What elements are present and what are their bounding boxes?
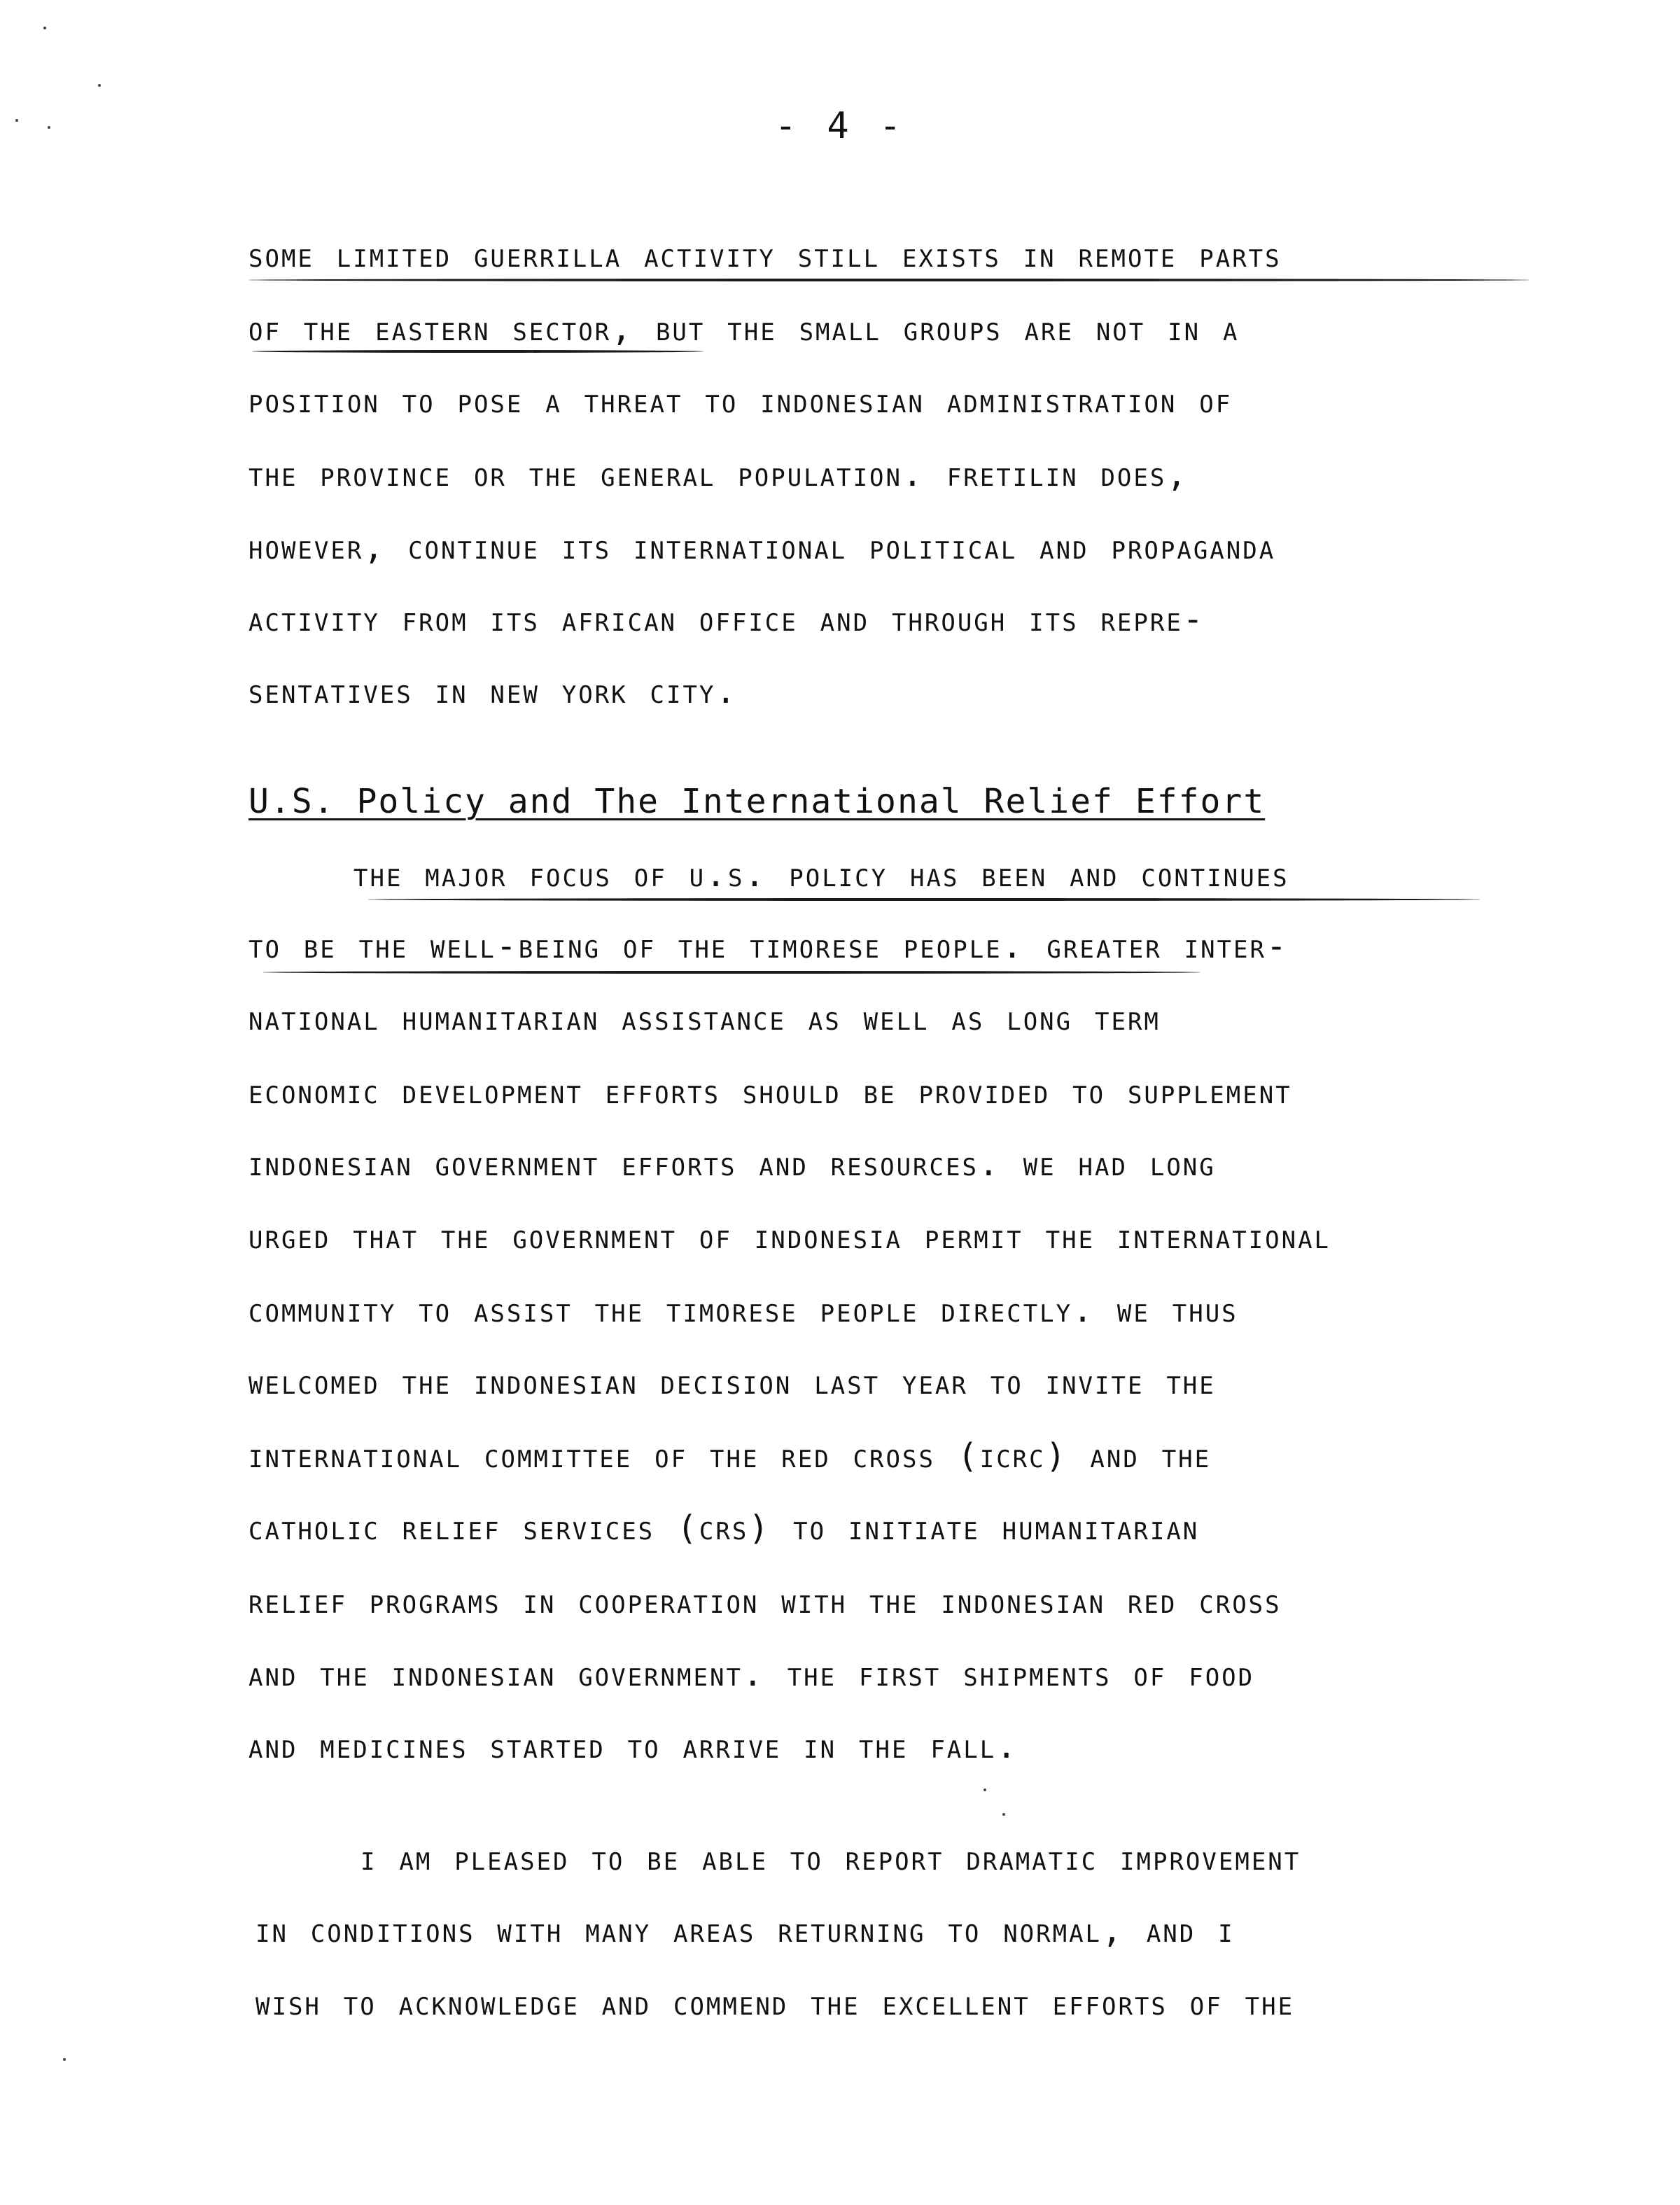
text-line: economic development efforts should be provided to supplement bbox=[248, 1072, 1292, 1112]
text-line: to be the well-being of the timorese people. greater inter- bbox=[248, 927, 1289, 966]
text-line: urged that the government of indonesia permit the international bbox=[248, 1217, 1331, 1256]
section-heading-text: U.S. Policy and The International Relief Effort bbox=[248, 782, 1266, 821]
scan-speck bbox=[48, 126, 50, 129]
text-line: the province or the general population. fretilin does, bbox=[248, 455, 1189, 494]
text-line: activity from its african office and through its repre- bbox=[248, 600, 1205, 639]
text-line: community to assist the timorese people directly. we thus bbox=[248, 1291, 1238, 1330]
section-heading bbox=[248, 780, 1265, 822]
text-line: relief programs in cooperation with the indonesian red cross bbox=[248, 1582, 1282, 1621]
text-line: national humanitarian assistance as well as long term bbox=[248, 999, 1161, 1038]
text-line: international committee of the red cross (icrc) and the bbox=[248, 1436, 1212, 1476]
page-number: - 4 - bbox=[774, 105, 906, 147]
text-line: wish to acknowledge and commend the excellent efforts of the bbox=[255, 1984, 1295, 2023]
handwritten-underline bbox=[262, 971, 1200, 974]
text-line: however, continue its international political and propaganda bbox=[248, 528, 1276, 567]
text-line: and the indonesian government. the first shipments of food bbox=[248, 1655, 1255, 1694]
scan-speck bbox=[43, 27, 46, 29]
text-line: and medicines started to arrive in the fall. bbox=[248, 1727, 1019, 1766]
handwritten-underline bbox=[248, 279, 1530, 281]
text-line: sentatives in new york city. bbox=[248, 672, 738, 711]
text-line: welcomed the indonesian decision last year to invite the bbox=[248, 1363, 1216, 1402]
text-line: i am pleased to be able to report dramatic improvement bbox=[360, 1839, 1301, 1878]
handwritten-underline bbox=[368, 898, 1480, 901]
text-line: some limited guerrilla activity still exists in remote parts bbox=[248, 236, 1282, 275]
scan-speck bbox=[983, 1788, 986, 1791]
handwritten-underline bbox=[252, 350, 704, 353]
scan-speck bbox=[1002, 1813, 1005, 1816]
scan-speck bbox=[98, 84, 101, 87]
text-line: indonesian government efforts and resources. we had long bbox=[248, 1144, 1216, 1184]
scan-speck bbox=[63, 2058, 66, 2061]
scan-speck bbox=[15, 119, 18, 122]
text-line: catholic relief services (crs) to initiate humanitarian bbox=[248, 1508, 1200, 1548]
text-line: in conditions with many areas returning to normal, and i bbox=[255, 1911, 1235, 1950]
text-line: the major focus of u.s. policy has been and continues bbox=[354, 855, 1289, 895]
text-line: position to pose a threat to indonesian administration of bbox=[248, 382, 1233, 421]
text-line: of the eastern sector, but the small groups are not in a bbox=[248, 309, 1240, 349]
